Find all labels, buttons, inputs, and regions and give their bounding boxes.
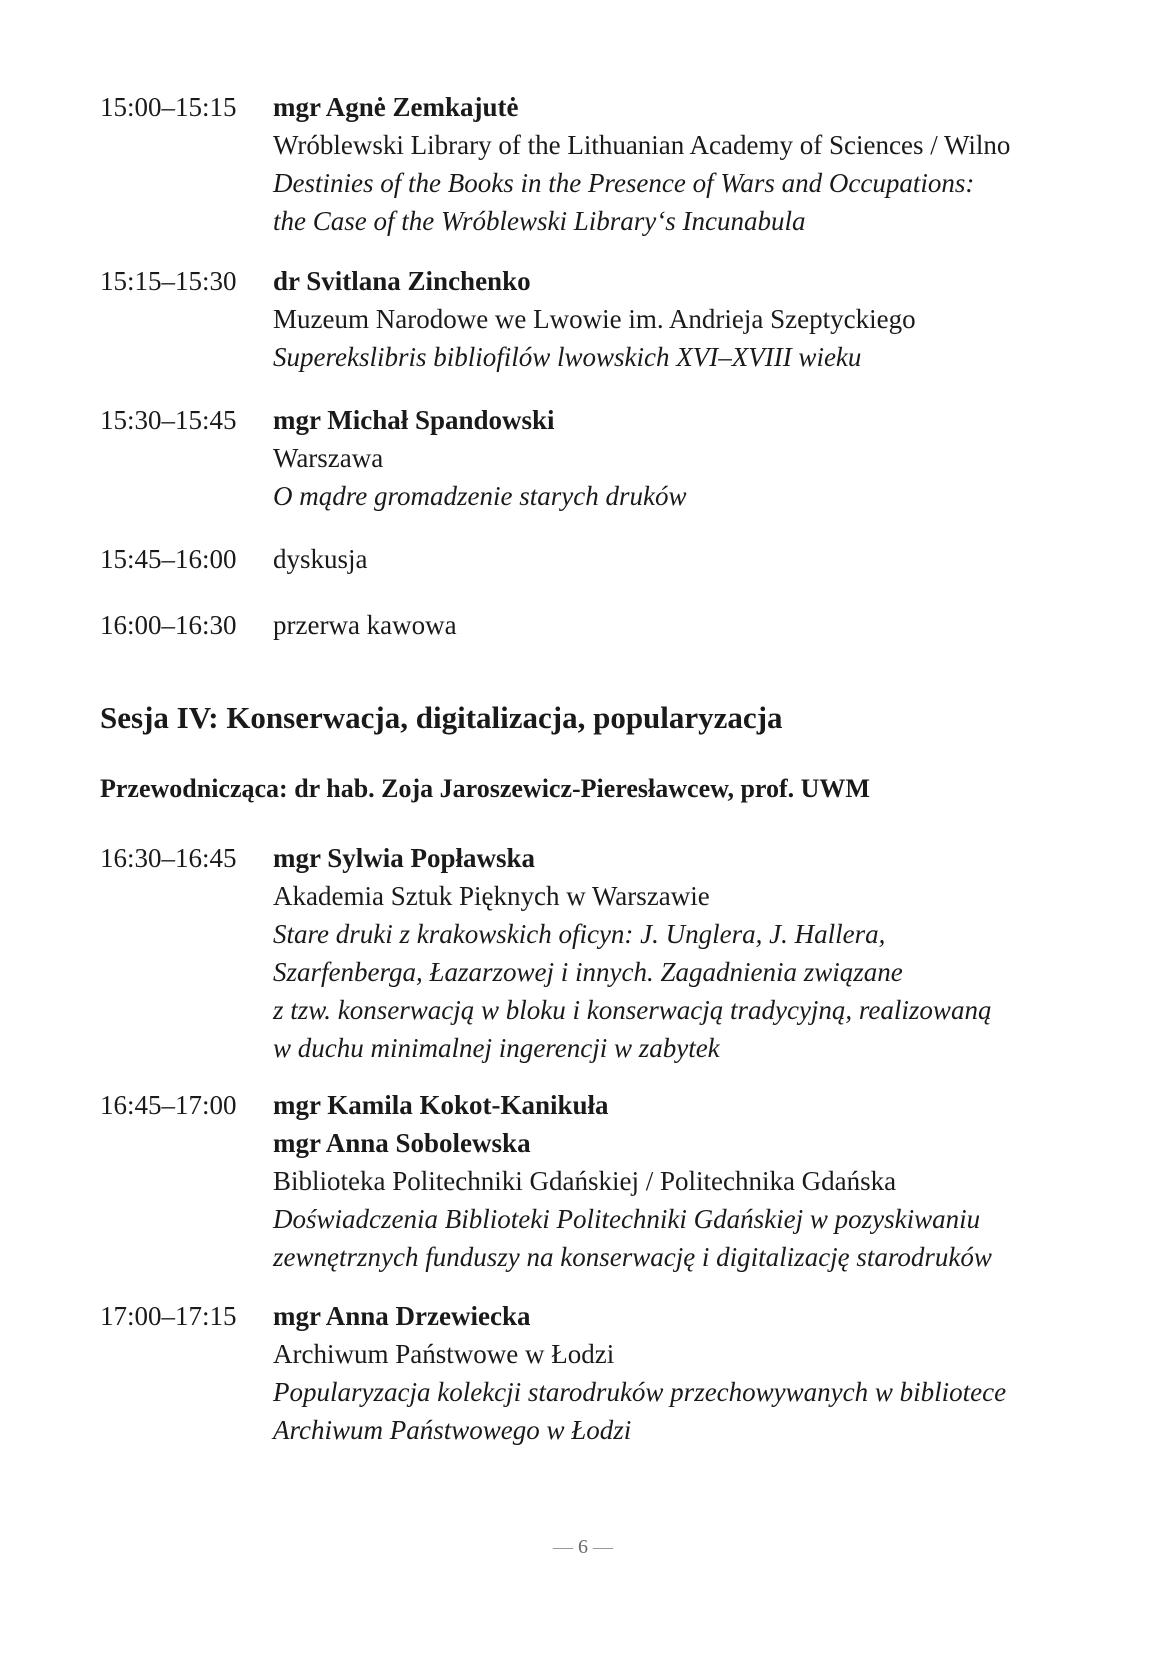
talk-title-line: O mądre gromadzenie starych druków [273, 481, 687, 511]
page-footer [0, 1536, 1166, 1559]
entry-time: 15:45–16:00 [100, 544, 237, 574]
entry-time: 15:30–15:45 [100, 405, 237, 435]
schedule-entry [100, 401, 1106, 515]
event-label: przerwa kawowa [273, 610, 457, 640]
entry-details [273, 606, 1106, 644]
entry-time: 16:30–16:45 [100, 843, 237, 873]
speaker-affiliation: Muzeum Narodowe we Lwowie im. Andrieja Szeptyckiego [273, 304, 916, 334]
session-heading: Sesja IV: Konserwacja, digitalizacja, popularyzacja [100, 700, 783, 735]
entry-details [273, 540, 1106, 578]
talk-title-line: Superekslibris bibliofilów lwowskich XVI–XVIII wieku [273, 342, 862, 372]
speaker-name: mgr Agnė Zemkajutė [273, 92, 519, 122]
session-chair: Przewodnicząca: dr hab. Zoja Jaroszewicz-Pieresławcew, prof. UWM [100, 774, 870, 803]
speaker-affiliation: Archiwum Państwowe w Łodzi [273, 1339, 615, 1369]
entry-details [273, 88, 1106, 240]
footer-dash: — [553, 1536, 578, 1558]
entry-time: 17:00–17:15 [100, 1301, 237, 1331]
speaker-name: mgr Michał Spandowski [273, 405, 555, 435]
speaker-affiliation: Biblioteka Politechniki Gdańskiej / Politechnika Gdańska [273, 1166, 897, 1196]
entry-details [273, 1086, 1106, 1276]
speaker-name: mgr Anna Sobolewska [273, 1128, 531, 1158]
talk-title-line: z tzw. konserwacją w bloku i konserwacją tradycyjną, realizowaną [273, 995, 992, 1025]
schedule-entry [100, 606, 1106, 644]
entry-details [273, 839, 1106, 1067]
entry-time: 16:00–16:30 [100, 610, 237, 640]
schedule-entry [100, 1297, 1106, 1449]
schedule-entry [100, 262, 1106, 376]
entry-details [273, 262, 1106, 376]
speaker-name: mgr Kamila Kokot-Kanikuła [273, 1090, 609, 1120]
speaker-affiliation: Akademia Sztuk Pięknych w Warszawie [273, 881, 710, 911]
speaker-name: mgr Sylwia Popławska [273, 843, 536, 873]
talk-title-line: Archiwum Państwowego w Łodzi [273, 1415, 632, 1445]
speaker-name: mgr Anna Drzewiecka [273, 1301, 531, 1331]
entry-time: 15:15–15:30 [100, 266, 237, 296]
talk-title-line: Destinies of the Books in the Presence of Wars and Occupations: [273, 168, 975, 198]
speaker-affiliation: Wróblewski Library of the Lithuanian Academy of Sciences / Wilno [273, 130, 1011, 160]
talk-title-line: Doświadczenia Biblioteki Politechniki Gdańskiej w pozyskiwaniu [273, 1204, 981, 1234]
entry-time: 16:45–17:00 [100, 1090, 237, 1120]
talk-title-line: Popularyzacja kolekcji starodruków przechowywanych w bibliotece [273, 1377, 1007, 1407]
event-label: dyskusja [273, 544, 368, 574]
schedule-entry [100, 88, 1106, 240]
talk-title-line: zewnętrznych funduszy na konserwację i digitalizację starodruków [273, 1242, 992, 1272]
schedule-entry [100, 540, 1106, 578]
speaker-affiliation: Warszawa [273, 443, 384, 473]
talk-title-line: Szarfenberga, Łazarzowej i innych. Zagadnienia związane [273, 957, 903, 987]
talk-title-line: the Case of the Wróblewski Library‘s Incunabula [273, 206, 806, 236]
talk-title-line: w duchu minimalnej ingerencji w zabytek [273, 1033, 720, 1063]
speaker-name: dr Svitlana Zinchenko [273, 266, 531, 296]
schedule-entry [100, 1086, 1106, 1276]
talk-title-line: Stare druki z krakowskich oficyn: J. Unglera, J. Hallera, [273, 919, 886, 949]
footer-dash: — [588, 1536, 613, 1558]
page-number: 6 [578, 1536, 588, 1558]
schedule-entry [100, 839, 1106, 1067]
entry-details [273, 1297, 1106, 1449]
entry-details [273, 401, 1106, 515]
entry-time: 15:00–15:15 [100, 92, 237, 122]
